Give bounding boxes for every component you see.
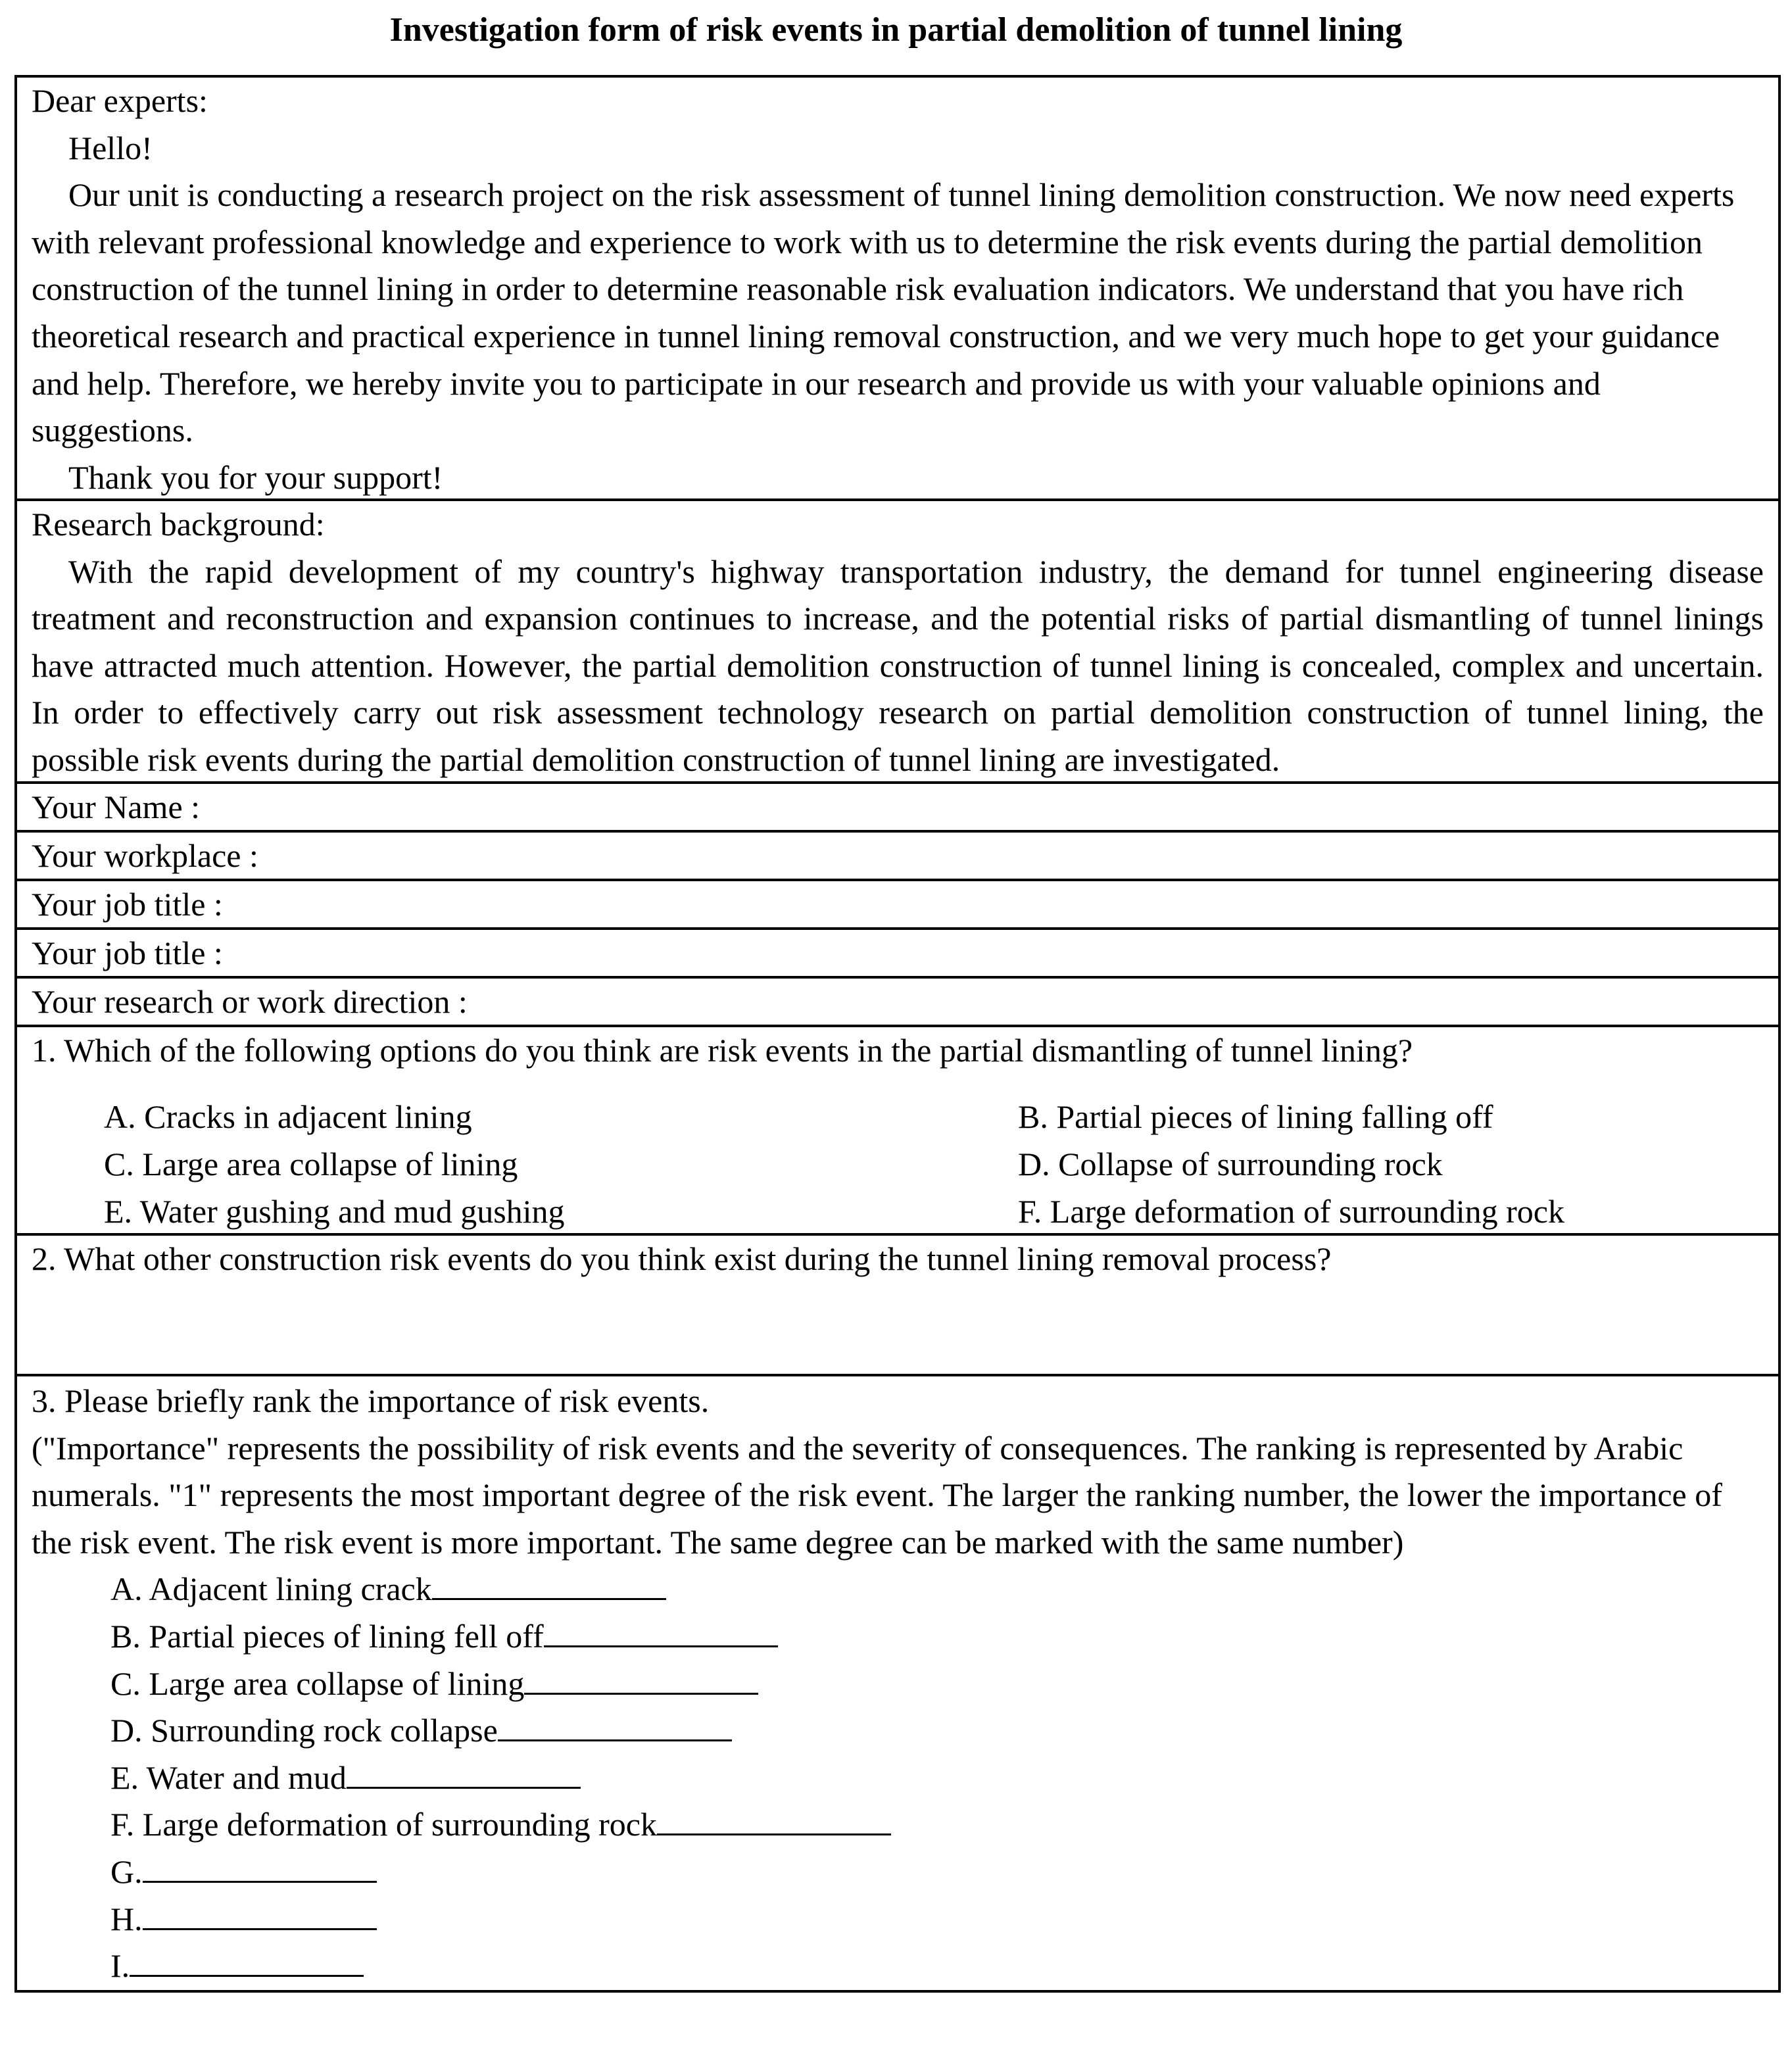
question-3-section [17,1376,1778,1990]
ranking-item-label: D. Surrounding rock collapse [110,1712,498,1749]
workplace-label: Your workplace : [32,837,258,874]
ranking-blank[interactable] [130,1949,364,1977]
option-d[interactable]: D. Collapse of surrounding rock [1018,1145,1443,1182]
direction-label: Your research or work direction : [32,983,468,1020]
ranking-item [110,1707,1764,1755]
ranking-item [110,1755,1764,1802]
background-section [17,501,1778,784]
question-1-options [32,1093,1764,1235]
option-c[interactable]: C. Large area collapse of lining [104,1145,518,1182]
intro-section [17,78,1778,501]
ranking-blank[interactable] [544,1619,778,1647]
ranking-item-label: A. Adjacent lining crack [110,1570,432,1608]
ranking-item [110,1896,1764,1943]
ranking-blank[interactable] [524,1666,758,1695]
ranking-item [110,1613,1764,1661]
option-a[interactable]: A. Cracks in adjacent lining [104,1098,472,1135]
job-title-field-2[interactable] [17,930,1778,979]
question-3-note: ("Importance" represents the possibility of risk events and the severity of consequences. The ranking is represented by Arabic numerals. "1" represents the most important degree of the risk event. The larger the ranking number, the lower the importance of the risk event. The risk event is more important. The same degree can be marked with the same number) [32,1429,1722,1561]
name-label: Your Name : [32,789,201,825]
form-title: Investigation form of risk events in partial demolition of tunnel lining [389,11,1403,49]
ranking-item [110,1801,1764,1849]
ranking-blank[interactable] [347,1760,581,1789]
ranking-list [32,1566,1764,1989]
direction-field[interactable] [17,979,1778,1027]
ranking-item-label: C. Large area collapse of lining [110,1664,525,1702]
ranking-item-label: B. Partial pieces of lining fell off [110,1617,544,1655]
ranking-item [110,1661,1764,1708]
background-body: With the rapid development of my country's highway transportation industry, the demand for tunnel engineering disease treatment and reconstruction and expansion continues to increase, and the potential risks of partial dismantling of tunnel linings have attracted much attention. However, the partial demolition construction of tunnel lining is concealed, complex and uncertain. In order to effectively carry out risk assessment technology research on partial demolition construction of tunnel lining, the possible risk events during the partial demolition construction of tunnel lining are investigated. [32,552,1764,778]
workplace-field[interactable] [17,833,1778,881]
thanks-line: Thank you for your support! [68,458,443,496]
ranking-blank[interactable] [143,1902,377,1930]
option-f[interactable]: F. Large deformation of surrounding rock [1018,1192,1564,1230]
job-title-field-1[interactable] [17,881,1778,930]
ranking-item [110,1849,1764,1896]
ranking-blank[interactable] [657,1807,891,1835]
name-field[interactable] [17,784,1778,833]
ranking-item-label: F. Large deformation of surrounding rock [110,1806,657,1843]
ranking-item-label: E. Water and mud [110,1759,347,1796]
question-3-text: 3. Please briefly rank the importance of risk events. [32,1382,710,1419]
option-e[interactable]: E. Water gushing and mud gushing [104,1192,565,1230]
greeting: Hello! [68,129,153,166]
survey-form [14,75,1781,1993]
intro-body: Our unit is conducting a research project on the risk assessment of tunnel lining demolition construction. We now need experts with relevant professional knowledge and experience to work with us to determine the risk events during the partial demolition construction of the tunnel lining in order to determine reasonable risk evaluation indicators. We understand that you have rich theoretical research and practical experience in tunnel lining removal construction, and we very much hope to get your guidance and help. Therefore, we hereby invite you to participate in our research and provide us with your valuable opinions and suggestions. [32,176,1735,449]
ranking-item [110,1943,1764,1990]
ranking-blank[interactable] [498,1713,732,1741]
question-1-section [17,1027,1778,1236]
job-title-label-2: Your job title : [32,934,223,971]
ranking-item-label: I. [110,1947,130,1985]
job-title-label-1: Your job title : [32,886,223,923]
ranking-item-label: H. [110,1900,143,1937]
question-1-text: 1. Which of the following options do you think are risk events in the partial dismantling of tunnel lining? [32,1032,1413,1069]
option-b[interactable]: B. Partial pieces of lining falling off [1018,1098,1493,1135]
ranking-item-label: G. [110,1853,143,1890]
background-heading: Research background: [32,506,325,543]
question-2-text: 2. What other construction risk events do you think exist during the tunnel lining removal process? [32,1240,1332,1277]
ranking-blank[interactable] [432,1572,666,1600]
salutation: Dear experts: [32,82,208,119]
question-2-section[interactable] [17,1236,1778,1376]
ranking-item [110,1566,1764,1613]
ranking-blank[interactable] [143,1855,377,1883]
